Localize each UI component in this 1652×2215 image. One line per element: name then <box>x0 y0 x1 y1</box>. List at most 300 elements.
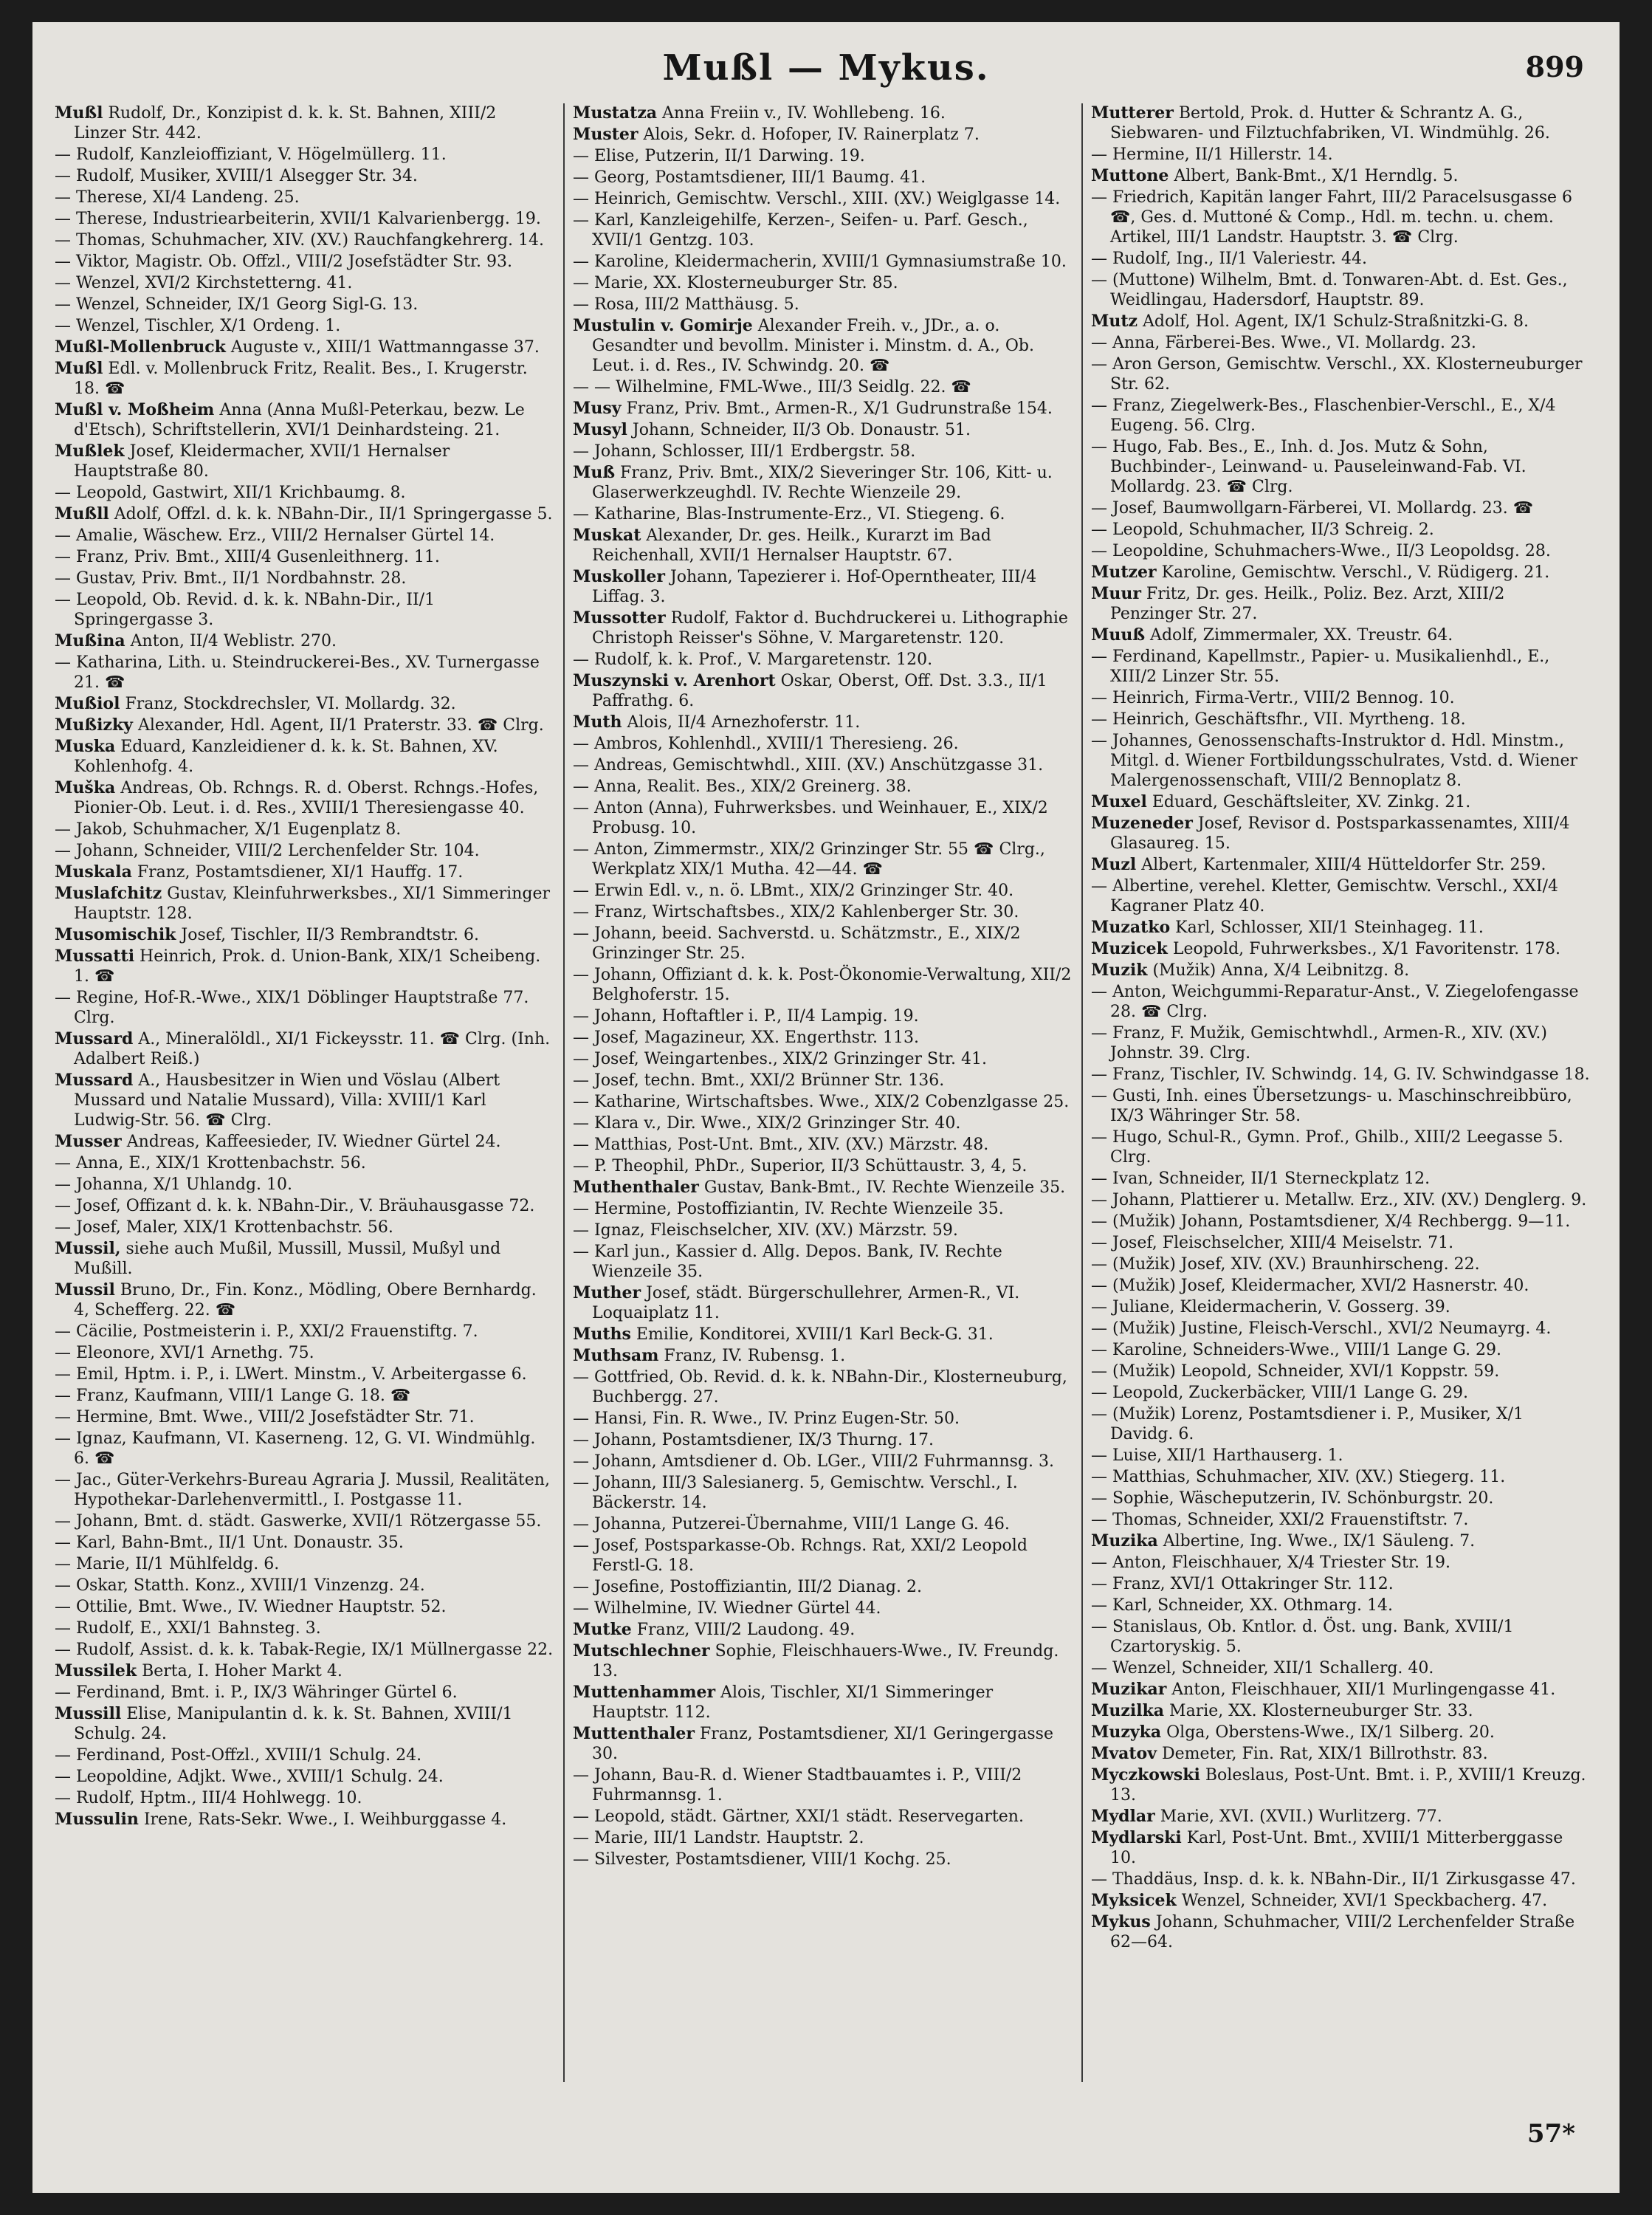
entry-details: Hermine, Postoffiziantin, IV. Rechte Wienzeile 35. <box>589 1200 1004 1218</box>
directory-entry <box>573 777 1072 797</box>
entry-surname: — <box>55 295 71 314</box>
entry-surname: Musomischik <box>55 925 176 944</box>
entry-details: Josef, Maler, XIX/1 Krottenbachstr. 56. <box>71 1218 393 1237</box>
entry-surname: — <box>1091 1489 1107 1508</box>
directory-entry <box>55 715 554 735</box>
entry-details: Therese, Industriearbeiterin, XVII/1 Kalvarienbergg. 19. <box>71 210 541 228</box>
entry-details: Franz, XVI/1 Ottakringer Str. 112. <box>1107 1575 1394 1593</box>
entry-surname: Muzeneder <box>1091 814 1193 833</box>
entry-details: Rudolf, Musiker, XVIII/1 Alsegger Str. 34. <box>71 167 418 185</box>
directory-entry <box>55 820 554 839</box>
entry-details: Anton, Fleischhauer, X/4 Triester Str. 19. <box>1107 1553 1450 1572</box>
entry-details: Johann, Amtsdiener d. Ob. LGer., VIII/2 Fuhrmannsg. 3. <box>589 1452 1054 1471</box>
entry-details: Anton, Fleischhauer, XII/1 Murlingengasse 41. <box>1166 1680 1556 1699</box>
directory-entry <box>573 1765 1072 1805</box>
directory-entry <box>573 1473 1072 1513</box>
directory-entry <box>1091 1383 1590 1403</box>
directory-entry <box>55 547 554 567</box>
directory-entry <box>573 965 1072 1005</box>
entry-surname: — <box>55 1175 71 1194</box>
directory-entry <box>573 1028 1072 1048</box>
entry-details: Adolf, Hol. Agent, IX/1 Schulz-Straßnitzki-G. 8. <box>1138 312 1529 331</box>
entry-surname: — <box>573 168 589 187</box>
directory-entry <box>1091 145 1590 165</box>
entry-surname: — <box>573 756 589 775</box>
entry-details: Johann, Bmt. d. städt. Gaswerke, XVII/1 Rötzergasse 55. <box>71 1512 542 1531</box>
entry-details: Viktor, Magistr. Ob. Offzl., VIII/2 Josefstädter Str. 93. <box>71 253 512 271</box>
directory-entry <box>1091 1169 1590 1189</box>
entry-surname: Muszynski v. Arenhort <box>573 671 776 690</box>
entry-surname: — <box>1091 355 1107 374</box>
entry-surname: — <box>1091 1405 1107 1424</box>
entry-surname: Mussil <box>55 1280 115 1299</box>
entry-details: Wilhelmine, IV. Wiedner Gürtel 44. <box>589 1599 881 1618</box>
entry-surname: — <box>573 777 589 796</box>
directory-entry <box>1091 270 1590 310</box>
entry-details: Sophie, Fleischhauers-Wwe., IV. Freundg. 13. <box>592 1642 1059 1680</box>
directory-entry <box>1091 103 1590 143</box>
entry-surname: — <box>1091 334 1107 352</box>
directory-entry <box>573 168 1072 188</box>
directory-entry <box>573 1178 1072 1198</box>
entry-details: Hermine, II/1 Hillerstr. 14. <box>1107 145 1333 164</box>
directory-entry <box>573 902 1072 922</box>
entry-surname: — <box>1091 1212 1107 1231</box>
entry-details: Anna Freiin v., IV. Wohllebeng. 16. <box>657 104 946 123</box>
entry-details: (Mužik) Leopold, Schneider, XVI/1 Koppstr. 59. <box>1107 1362 1500 1381</box>
entry-details: (Mužik) Justine, Fleisch-Verschl., XVI/2 Neumayrg. 4. <box>1107 1319 1552 1338</box>
entry-details: Jac., Güter-Verkehrs-Bureau Agraria J. Mussil, Realitäten, Hypothekar-Darlehenvermittl., I. Postgasse 11. <box>71 1471 550 1509</box>
entry-details: Franz, Priv. Bmt., Armen-R., X/1 Gudrunstraße 154. <box>621 399 1053 418</box>
entry-surname: Muška <box>55 778 116 797</box>
directory-entry <box>55 230 554 250</box>
entry-surname: — <box>1091 542 1107 560</box>
directory-entry <box>573 839 1072 879</box>
directory-entry <box>1091 1912 1590 1952</box>
entry-surname: Mußiol <box>55 694 120 713</box>
entry-details: Marie, II/1 Mühlfeldg. 6. <box>71 1555 280 1573</box>
directory-entry <box>573 273 1072 293</box>
entry-details: A., Hausbesitzer in Wien und Vöslau (Albert Mussard und Natalie Mussard), Villa: XVIII/1 Karl Ludwig-Str. 56. ☎ Clrg. <box>74 1071 500 1130</box>
entry-details: Anton (Anna), Fuhrwerksbes. und Weinhauer, E., XIX/2 Probusg. 10. <box>589 799 1048 837</box>
entry-surname: Mußina <box>55 631 125 650</box>
entry-surname: Mussard <box>55 1029 134 1048</box>
entry-details: Karoline, Schneiders-Wwe., VIII/1 Lange G. 29. <box>1107 1341 1502 1359</box>
entry-surname: — <box>573 1243 589 1261</box>
entry-surname: Muzatko <box>1091 918 1171 937</box>
directory-entry <box>55 145 554 165</box>
entry-details: Oskar, Statth. Konz., XVIII/1 Vinzenzg. 24. <box>71 1576 425 1595</box>
column-divider <box>1081 103 1083 2082</box>
entry-details: Emil, Hptm. i. P., i. LWert. Minstm., V. Arbeitergasse 6. <box>71 1365 527 1384</box>
entry-details: Johann, Offiziant d. k. k. Post-Ökonomie-Verwaltung, XII/2 Belghoferstr. 15. <box>589 966 1072 1004</box>
directory-entry <box>55 1511 554 1531</box>
entry-surname: — <box>573 1007 589 1026</box>
directory-entry <box>1091 1065 1590 1085</box>
entry-details: Therese, XI/4 Landeng. 25. <box>71 188 300 207</box>
entry-surname: — <box>55 1789 71 1807</box>
entry-details: Karl, Schlosser, XII/1 Steinhageg. 11. <box>1170 918 1484 937</box>
entry-surname: — <box>55 653 71 672</box>
directory-entry <box>55 988 554 1028</box>
directory-entry <box>573 798 1072 838</box>
entry-surname: — <box>573 190 589 208</box>
entry-surname: Mußll <box>55 504 109 523</box>
entry-details: Katharine, Blas-Instrumente-Erz., VI. Stiegeng. 6. <box>589 505 1005 523</box>
directory-entry <box>55 1429 554 1469</box>
entry-surname: Mykus <box>1091 1912 1151 1931</box>
directory-entry <box>573 1346 1072 1366</box>
entry-surname: — <box>573 253 589 271</box>
directory-entry <box>573 712 1072 732</box>
entry-details: Gustav, Bank-Bmt., IV. Rechte Wienzeile 35. <box>698 1178 1066 1197</box>
entry-details: Georg, Postamtsdiener, III/1 Baumg. 41. <box>589 168 926 187</box>
entry-details: Ignaz, Kaufmann, VI. Kaserneng. 12, G. VI. Windmühlg. 6. ☎ <box>71 1429 536 1468</box>
directory-entry <box>1091 625 1590 645</box>
entry-details: Hansi, Fin. R. Wwe., IV. Prinz Eugen-Str. 50. <box>589 1409 960 1428</box>
entry-details: Ferdinand, Post-Offzl., XVIII/1 Schulg. 24. <box>71 1746 422 1765</box>
directory-entry <box>1091 1446 1590 1466</box>
directory-entry <box>573 1828 1072 1848</box>
entry-surname: — <box>55 989 71 1007</box>
entry-details: Alois, Sekr. d. Hofoper, IV. Rainerplatz 7. <box>638 126 980 144</box>
entry-details: Matthias, Post-Unt. Bmt., XIV. (XV.) Märzstr. 48. <box>589 1136 989 1154</box>
entry-details: Marie, III/1 Landstr. Hauptstr. 2. <box>589 1829 864 1847</box>
entry-details: Matthias, Schuhmacher, XIV. (XV.) Stiegerg. 11. <box>1107 1468 1506 1486</box>
entry-details: Marie, XVI. (XVII.) Wurlitzerg. 77. <box>1154 1807 1442 1826</box>
directory-entry <box>1091 1023 1590 1063</box>
entry-surname: — <box>1091 1468 1107 1486</box>
directory-entry <box>55 1788 554 1808</box>
entry-details: Friedrich, Kapitän langer Fahrt, III/2 Paracelsusgasse 6 ☎, Ges. d. Muttoné & Comp., Hdl. m. techn. u. chem. Artikel, III/1 Landstr. Hauptstr. 3. ☎ Clrg. <box>1107 188 1573 247</box>
entry-surname: — <box>55 1534 71 1552</box>
entry-surname: — <box>1091 499 1107 518</box>
entry-details: Albertine, Ing. Wwe., IX/1 Säuleng. 7. <box>1157 1532 1476 1550</box>
entry-details: Cäcilie, Postmeisterin i. P., XXI/2 Frauenstiftg. 7. <box>71 1322 478 1341</box>
entry-surname: Mutke <box>573 1620 632 1639</box>
directory-entry <box>55 359 554 399</box>
directory-entry <box>1091 710 1590 729</box>
entry-surname: — <box>573 903 589 921</box>
entry-surname: Mutzer <box>1091 563 1157 582</box>
directory-entry <box>1091 731 1590 791</box>
entry-surname: — <box>573 1599 589 1618</box>
directory-entry <box>1091 1212 1590 1232</box>
entry-surname: Muska <box>55 737 116 756</box>
directory-entry <box>55 653 554 693</box>
directory-entry <box>1091 1658 1590 1678</box>
directory-entry <box>573 420 1072 440</box>
entry-surname: — <box>55 484 71 502</box>
directory-entry <box>1091 1467 1590 1487</box>
entry-details: Karl, Bahn-Bmt., II/1 Unt. Donaustr. 35. <box>71 1534 404 1552</box>
entry-details: Eleonore, XVI/1 Arnethg. 75. <box>71 1344 314 1362</box>
entry-surname: — <box>573 1114 589 1133</box>
entry-surname: — <box>55 569 71 588</box>
entry-surname: — <box>573 442 589 461</box>
running-head: Mußl — Mykus. <box>662 47 990 89</box>
entry-surname: Mußizky <box>55 715 133 735</box>
entry-details: Johann, Tapezierer i. Hof-Operntheater, III/4 Liffag. 3. <box>592 568 1037 606</box>
directory-entry <box>573 1006 1072 1026</box>
page-number: 899 <box>1525 50 1584 83</box>
entry-details: Emilie, Konditorei, XVIII/1 Karl Beck-G. 31. <box>630 1325 994 1344</box>
entry-details: Josef, Offizant d. k. k. NBahn-Dir., V. Bräuhausgasse 72. <box>71 1197 535 1215</box>
entry-surname: Muster <box>573 125 639 144</box>
entry-surname: — <box>55 317 71 335</box>
entry-surname: Mutschlechner <box>573 1641 710 1661</box>
entry-details: Franz, Postamtsdiener, XI/1 Geringergasse 30. <box>592 1725 1053 1763</box>
directory-entry <box>1091 961 1590 981</box>
entry-details: A., Mineralöldl., XI/1 Fickeysstr. 11. ☎ Clrg. (Inh. Adalbert Reiß.) <box>74 1030 551 1068</box>
entry-details: Johann, Schneider, VIII/2 Lerchenfelder Str. 104. <box>71 842 480 860</box>
entry-details: Leopold, Zuckerbäcker, VIII/1 Lange G. 29. <box>1107 1384 1469 1402</box>
entry-surname: — <box>55 548 71 566</box>
entry-surname: Mussil, <box>55 1239 121 1258</box>
entry-surname: — <box>1091 250 1107 268</box>
entry-details: Anna, Realit. Bes., XIX/2 Greinerg. 38. <box>589 777 912 796</box>
entry-details: Johann, III/3 Salesianerg. 5, Gemischtw. Verschl., I. Bäckerstr. 14. <box>589 1474 1018 1512</box>
entry-details: Leopoldine, Schuhmachers-Wwe., II/3 Leopoldsg. 28. <box>1107 542 1551 560</box>
entry-details: Gusti, Inh. eines Übersetzungs- u. Maschinschreibbüro, IX/3 Währinger Str. 58. <box>1107 1087 1572 1125</box>
entry-surname: Muzikar <box>1091 1680 1167 1699</box>
entry-details: Franz, Stockdrechsler, VI. Mollardg. 32. <box>120 695 456 713</box>
directory-entry <box>55 1470 554 1510</box>
entry-details: Franz, Kaufmann, VIII/1 Lange G. 18. ☎ <box>71 1387 411 1405</box>
directory-entry <box>1091 541 1590 561</box>
entry-surname: — <box>573 1200 589 1218</box>
entry-surname: Mußl <box>55 359 103 378</box>
directory-entry <box>1091 1488 1590 1508</box>
entry-details: Franz, Priv. Bmt., XIII/4 Gusenleithnerg. 11. <box>71 548 440 566</box>
directory-entry <box>55 1343 554 1363</box>
directory-entry <box>1091 312 1590 332</box>
entry-surname: — <box>573 147 589 165</box>
entry-surname: — <box>573 1050 589 1068</box>
entry-surname: — <box>573 650 589 669</box>
entry-details: Wenzel, Tischler, X/1 Ordeng. 1. <box>71 317 341 335</box>
entry-details: Thaddäus, Insp. d. k. k. NBahn-Dir., II/1 Zirkusgasse 47. <box>1107 1870 1576 1889</box>
entry-surname: Muthenthaler <box>573 1178 699 1197</box>
entry-details: Josef, Postsparkasse-Ob. Rchngs. Rat, XXI/2 Leopold Ferstl-G. 18. <box>589 1536 1028 1575</box>
entry-details: Josef, Fleischselcher, XIII/4 Meiselstr. 71. <box>1107 1234 1454 1252</box>
entry-surname: — <box>1091 1446 1107 1465</box>
entry-details: Johannes, Genossenschafts-Instruktor d. Hdl. Minstm., Mitgl. d. Wiener Fortbildungsschulrates, Vstd. d. Wiener Malergenossenschaft, VIII/2 Bennoplatz 8. <box>1107 732 1578 790</box>
entry-surname: — <box>573 882 589 900</box>
entry-surname: Muuß <box>1091 625 1146 645</box>
entry-details: Rudolf, Dr., Konzipist d. k. k. St. Bahnen, XIII/2 Linzer Str. 442. <box>74 104 497 142</box>
directory-entry <box>1091 1807 1590 1827</box>
directory-entry <box>1091 1404 1590 1444</box>
entry-details: Aron Gerson, Gemischtw. Verschl., XX. Klosterneuburger Str. 62. <box>1107 355 1583 394</box>
entry-surname: — <box>55 1322 71 1341</box>
directory-entry <box>573 1071 1072 1091</box>
directory-entry <box>573 1135 1072 1155</box>
directory-entry <box>1091 1127 1590 1167</box>
entry-details: Albert, Bank-Bmt., X/1 Herndlg. 5. <box>1169 167 1459 185</box>
directory-entry <box>55 947 554 986</box>
entry-details: (Mužik) Anna, X/4 Leibnitzg. 8. <box>1147 961 1410 980</box>
entry-surname: — <box>573 211 589 230</box>
directory-entry <box>1091 188 1590 247</box>
directory-entry <box>1091 1744 1590 1764</box>
entry-surname: Muskoller <box>573 567 665 586</box>
entry-details: Franz, VIII/2 Laudong. 49. <box>631 1621 856 1639</box>
directory-entry <box>55 862 554 882</box>
directory-entry <box>55 1767 554 1787</box>
entry-details: Eduard, Geschäftsleiter, XV. Zinkg. 21. <box>1146 793 1471 811</box>
directory-entry <box>573 1452 1072 1471</box>
entry-surname: — <box>573 1766 589 1785</box>
directory-entry <box>55 442 554 481</box>
entry-surname: — <box>1091 983 1107 1001</box>
entry-details: Johann, Plattierer u. Metallw. Erz., XIV. (XV.) Denglerg. 9. <box>1107 1191 1587 1209</box>
entry-surname: Muttenhammer <box>573 1683 716 1702</box>
directory-entry <box>1091 1596 1590 1615</box>
entry-surname: — <box>55 1683 71 1702</box>
entry-details: Rudolf, Kanzleioffiziant, V. Högelmüllerg. 11. <box>71 145 447 164</box>
directory-entry <box>573 1049 1072 1069</box>
entry-surname: — <box>1091 1870 1107 1889</box>
entry-surname: Muzl <box>1091 855 1137 874</box>
entry-surname: — <box>573 1368 589 1387</box>
entry-details: Amalie, Wäschew. Erz., VIII/2 Hernalser Gürtel 14. <box>71 526 495 545</box>
entry-details: Jakob, Schuhmacher, X/1 Eugenplatz 8. <box>71 820 402 839</box>
entry-surname: Mußlek <box>55 442 125 461</box>
entry-surname: Mussatti <box>55 947 135 966</box>
entry-surname: — <box>1091 1024 1107 1043</box>
entry-surname: — <box>1091 732 1107 750</box>
entry-surname: Muxel <box>1091 792 1147 811</box>
entry-surname: — <box>1091 271 1107 289</box>
entry-details: Gottfried, Ob. Revid. d. k. k. NBahn-Dir., Klosterneuburg, Buchbergg. 27. <box>589 1368 1067 1407</box>
directory-entry <box>573 734 1072 754</box>
entry-surname: — <box>573 1431 589 1449</box>
directory-entry <box>573 210 1072 250</box>
entry-details: Josef, techn. Bmt., XXI/2 Brünner Str. 136. <box>589 1071 945 1090</box>
entry-details: (Mužik) Josef, XIV. (XV.) Braunhirscheng. 22. <box>1107 1255 1480 1274</box>
entry-surname: — <box>1091 710 1107 729</box>
directory-entry <box>573 146 1072 166</box>
entry-surname: — <box>55 210 71 228</box>
entry-surname: — <box>55 1768 71 1786</box>
entry-surname: — <box>573 1850 589 1869</box>
directory-entry <box>55 1618 554 1638</box>
directory-entry <box>55 1533 554 1553</box>
entry-details: Josef, Revisor d. Postsparkassenamtes, XIII/4 Glasaureg. 15. <box>1110 814 1570 853</box>
entry-details: Leopold, Ob. Revid. d. k. k. NBahn-Dir., II/1 Springergasse 3. <box>71 591 436 629</box>
signature-mark: 57* <box>1527 2119 1575 2149</box>
entry-surname: Mussilek <box>55 1661 137 1680</box>
directory-entry <box>55 188 554 207</box>
directory-entry <box>1091 1276 1590 1296</box>
entry-details: Marie, XX. Klosterneuburger Str. 85. <box>589 274 898 292</box>
entry-surname: — <box>55 1598 71 1616</box>
entry-surname: Muzicek <box>1091 939 1168 958</box>
directory-entry <box>1091 1319 1590 1339</box>
entry-details: Hugo, Fab. Bes., E., Inh. d. Jos. Mutz & Sohn, Buchbinder-, Leinwand- u. Pauseleinwand-Fab. VI. Mollardg. 23. ☎ Clrg. <box>1107 438 1527 496</box>
entry-surname: — <box>573 1829 589 1847</box>
entry-details: Anna (Anna Mußl-Peterkau, bezw. Le d'Etsch), Schriftstellerin, XVI/1 Deinhardsteing. 21. <box>74 401 525 439</box>
entry-surname: — <box>55 274 71 292</box>
entry-surname: Muzyka <box>1091 1723 1162 1742</box>
directory-entry <box>1091 792 1590 812</box>
entry-surname: — <box>1091 1575 1107 1593</box>
entry-details: Elise, Putzerin, II/1 Darwing. 19. <box>589 147 865 165</box>
entry-surname: — <box>55 1555 71 1573</box>
directory-entry <box>55 295 554 315</box>
entry-surname: Muttenthaler <box>573 1724 695 1743</box>
directory-entry <box>573 526 1072 566</box>
entry-details: Rudolf, Faktor d. Buchdruckerei u. Lithographie Christoph Reisser's Söhne, V. Margaretenstr. 120. <box>592 609 1068 648</box>
entry-details: (Muttone) Wilhelm, Bmt. d. Tonwaren-Abt. d. Est. Ges., Weidlingau, Hadersdorf, Hauptstr. 89. <box>1107 271 1568 309</box>
column-1 <box>55 103 554 2082</box>
entry-surname: — <box>55 1197 71 1215</box>
entry-details: Bertold, Prok. d. Hutter & Schrantz A. G., Siebwaren- und Filztuchfabriken, VI. Windmühlg. 26. <box>1110 104 1550 142</box>
directory-entry <box>55 1745 554 1765</box>
directory-entry <box>573 1724 1072 1764</box>
entry-surname: — <box>55 145 71 164</box>
entry-surname: Mussard <box>55 1071 134 1090</box>
directory-entry <box>55 1704 554 1744</box>
entry-surname: Mustatza <box>573 103 658 123</box>
entry-details: Karl, Post-Unt. Bmt., XVIII/1 Mitterberggasse 10. <box>1110 1829 1563 1867</box>
entry-details: Bruno, Dr., Fin. Konz., Mödling, Obere Bernhardg. 4, Schefferg. 22. ☎ <box>74 1281 537 1319</box>
entry-details: Leopoldine, Adjkt. Wwe., XVIII/1 Schulg. 24. <box>71 1768 444 1786</box>
entry-details: Wenzel, Schneider, IX/1 Georg Sigl-G. 13. <box>71 295 419 314</box>
entry-details: Johanna, Putzerei-Übernahme, VIII/1 Lange G. 46. <box>589 1515 1010 1534</box>
entry-details: Katharina, Lith. u. Steindruckerei-Bes., XV. Turnergasse 21. ☎ <box>71 653 540 692</box>
entry-details: Franz, IV. Rubensg. 1. <box>658 1347 846 1365</box>
directory-entry <box>1091 1553 1590 1573</box>
directory-entry <box>55 483 554 503</box>
entry-details: Leopold, städt. Gärtner, XXI/1 städt. Reservegarten. <box>589 1807 1024 1826</box>
entry-surname: Mydlar <box>1091 1807 1155 1826</box>
entry-surname: — <box>1091 1277 1107 1295</box>
entry-details: Andreas, Kaffeesieder, IV. Wiedner Gürtel 24. <box>121 1133 501 1151</box>
entry-surname: — <box>55 1641 71 1659</box>
entry-details: Karl jun., Kassier d. Allg. Depos. Bank, IV. Rechte Wienzeile 35. <box>589 1243 1002 1281</box>
directory-entry <box>1091 1361 1590 1381</box>
directory-entry <box>1091 982 1590 1022</box>
entry-details: Rudolf, Hptm., III/4 Hohlwegg. 10. <box>71 1789 362 1807</box>
directory-entry <box>55 1640 554 1660</box>
entry-surname: — <box>1091 188 1107 207</box>
entry-surname: — <box>1091 1511 1107 1529</box>
entry-surname: — <box>55 1365 71 1384</box>
entry-details: Regine, Hof-R.-Wwe., XIX/1 Döblinger Hauptstraße 77. Clrg. <box>71 989 529 1027</box>
entry-details: Ivan, Schneider, II/1 Sterneckplatz 12. <box>1107 1170 1431 1188</box>
entry-surname: Muther <box>573 1283 641 1302</box>
entry-details: Klara v., Dir. Wwe., XIX/2 Grinzinger Str. 40. <box>589 1114 961 1133</box>
entry-surname: — <box>573 1221 589 1240</box>
entry-surname: — <box>1091 1065 1107 1084</box>
entry-details: Karl, Kanzleigehilfe, Kerzen-, Seifen- u. Parf. Gesch., XVII/1 Gentzg. 103. <box>589 211 1028 250</box>
column-3 <box>1091 103 1590 2082</box>
directory-entry <box>573 1430 1072 1450</box>
directory-entry <box>1091 1233 1590 1253</box>
directory-entry <box>573 608 1072 648</box>
entry-details: Rudolf, Ing., II/1 Valeriestr. 44. <box>1107 250 1367 268</box>
directory-entry <box>1091 333 1590 353</box>
directory-entry <box>55 1364 554 1384</box>
directory-entry <box>55 103 554 143</box>
directory-entry <box>1091 1869 1590 1889</box>
entry-details: Elise, Manipulantin d. k. k. St. Bahnen, XVIII/1 Schulg. 24. <box>74 1705 513 1743</box>
entry-surname: — <box>573 1157 589 1175</box>
entry-surname: — <box>1091 1234 1107 1252</box>
entry-details: Johann, Postamtsdiener, IX/3 Thurng. 17. <box>589 1431 934 1449</box>
